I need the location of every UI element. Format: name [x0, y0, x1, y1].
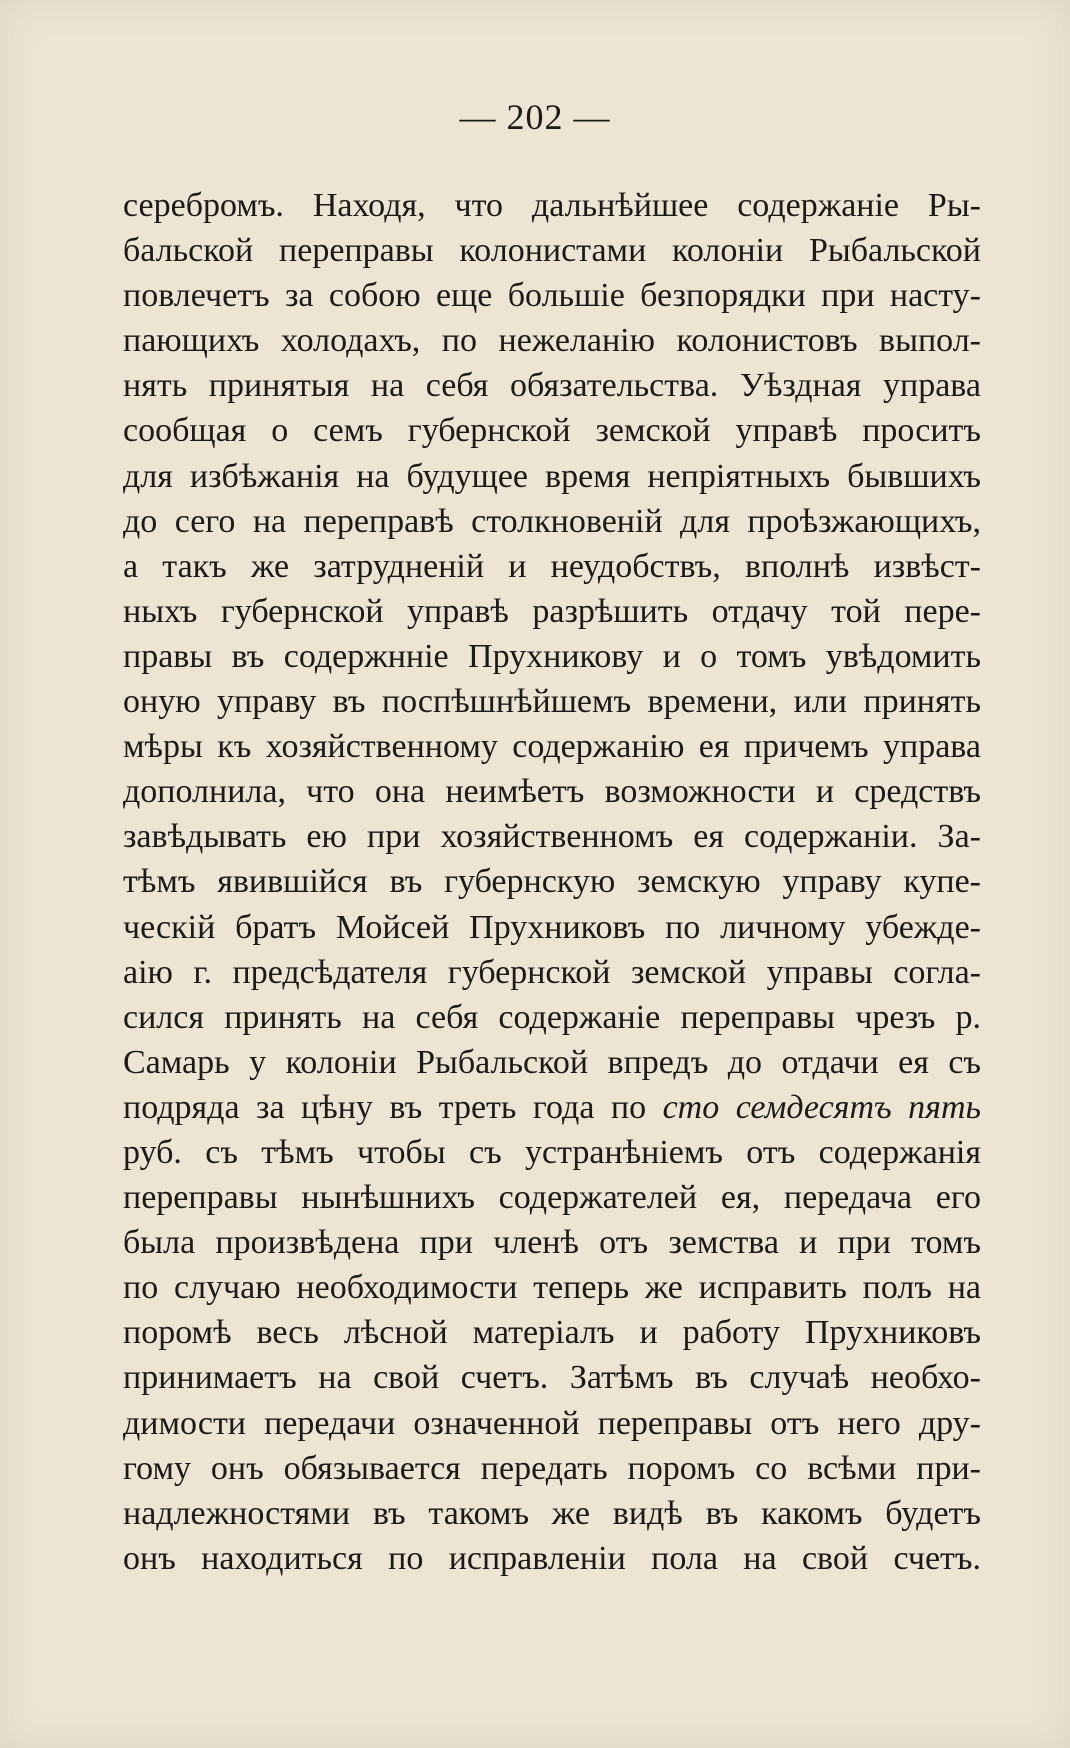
text-line: повлечетъ за собою еще большіе безпорядки при насту- [123, 277, 981, 315]
body-text [123, 183, 981, 1581]
text-segment: подряда за цѣну въ треть года по [123, 1088, 663, 1126]
text-line: ныхъ губернской управѣ разрѣшить отдачу той пере- [123, 592, 981, 630]
text-line: руб. съ тѣмъ чтобы съ устранѣніемъ отъ содержанія [123, 1133, 981, 1171]
text-line: серебромъ. Находя, что дальнѣйшее содержаніе Ры- [123, 187, 981, 224]
text-line: тѣмъ явившійся въ губернскую земскую управу купе- [123, 863, 981, 901]
text-line: оную управу въ поспѣшнѣйшемъ времени, или принять [123, 683, 981, 721]
page-number: — 202 — [459, 97, 611, 137]
text-line: гому онъ обязывается передать поромъ со всѣми при- [123, 1449, 981, 1487]
text-line: правы въ содержнніе Прухникову и о томъ увѣдомить [123, 637, 981, 675]
text-line: мѣры къ хозяйственному содержанію ея причемъ управа [123, 728, 981, 766]
text-line: нять принятыя на себя обязательства. Уѣздная управа [123, 367, 981, 405]
text-line: для избѣжанія на будущее время непріятныхъ бывшихъ [123, 457, 981, 495]
text-line: бальской переправы колонистами колоніи Рыбальской [123, 232, 981, 270]
text-line: ческій братъ Мойсей Прухниковъ по личному убежде- [123, 908, 981, 946]
text-line: до сего на переправѣ столкновеній для проѣзжающихъ, [123, 502, 981, 540]
text-line: сился принять на себя содержаніе переправы чрезъ р. [123, 998, 981, 1036]
text-line: по случаю необходимости теперь же исправить полъ на [123, 1269, 981, 1307]
text-line: завѣдывать ею при хозяйственномъ ея содержаніи. За- [123, 818, 981, 856]
text-line: Самарь у колоніи Рыбальской впредъ до отдачи ея съ [123, 1043, 981, 1081]
text-line: надлежностями въ такомъ же видѣ въ какомъ будетъ [123, 1494, 981, 1532]
text-line: онъ находиться по исправленіи пола на свой счетъ. [123, 1539, 981, 1577]
text-line: была произвѣдена при членѣ отъ земства и при томъ [123, 1224, 981, 1262]
text-line: пающихъ холодахъ, по нежеланію колонистовъ выпол- [123, 322, 981, 360]
text-line: а такъ же затрудненій и неудобствъ, вполнѣ извѣст- [123, 547, 981, 585]
text-line: поромѣ весь лѣсной матеріалъ и работу Прухниковъ [123, 1314, 981, 1352]
text-line: сообщая о семъ губернской земской управѣ проситъ [123, 412, 981, 450]
text-line-with-italic [123, 1085, 981, 1130]
text-line: переправы нынѣшнихъ содержателей ея, передача его [123, 1179, 981, 1217]
text-line: дополнила, что она неимѣетъ возможности и средствъ [123, 773, 981, 811]
text-line: аію г. предсѣдателя губернской земской управы согла- [123, 953, 981, 991]
text-line: принимаетъ на свой счетъ. Затѣмъ въ случаѣ необхо- [123, 1359, 981, 1397]
italic-amount: сто семдесятъ пять [662, 1088, 981, 1126]
text-line: димости передачи означенной переправы отъ него дру- [123, 1404, 981, 1442]
